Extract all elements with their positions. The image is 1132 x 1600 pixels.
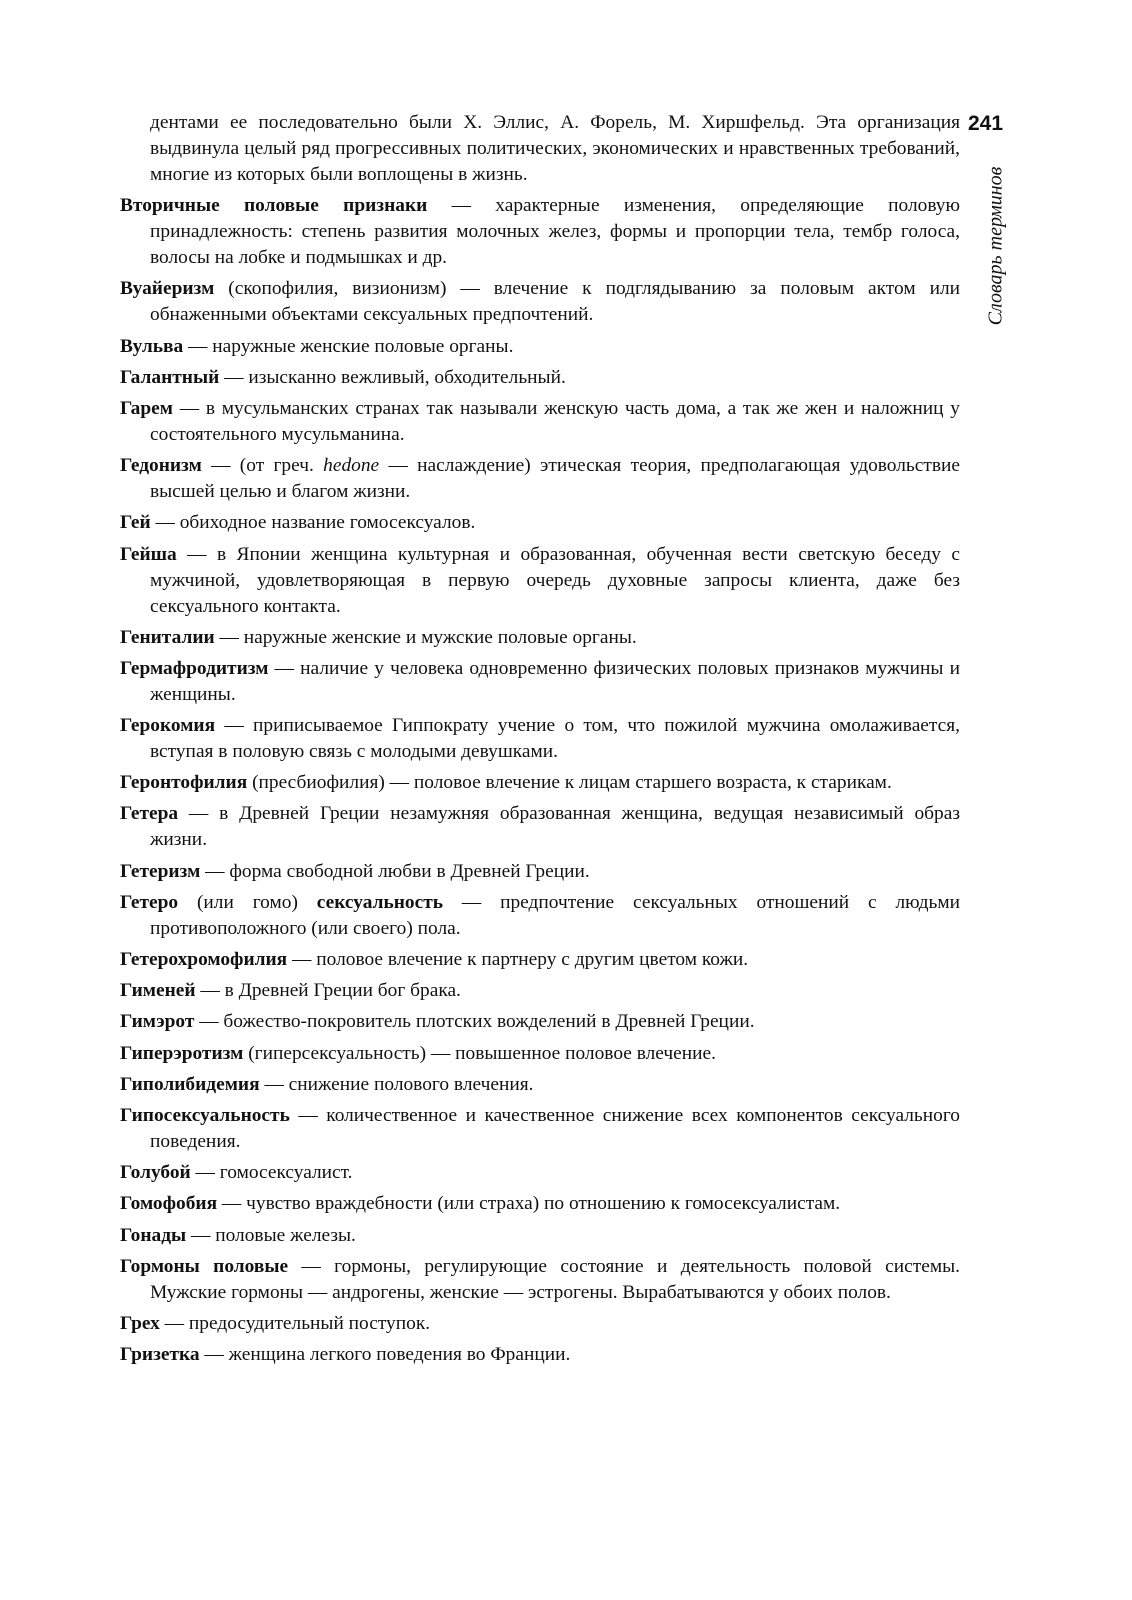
entry-definition: (пресбиофилия) — половое влечение к лицам старшего возраста, к старикам. bbox=[247, 772, 892, 794]
entry-term: Гедонизм bbox=[120, 455, 202, 477]
entry-term: Гарем bbox=[120, 397, 173, 419]
entry-term: Герокомия bbox=[120, 715, 216, 737]
entry-term: Гетера bbox=[120, 803, 179, 825]
entry-definition: — предосудительный поступок. bbox=[159, 1312, 431, 1334]
entry-definition: — половые железы. bbox=[186, 1224, 356, 1246]
entry-definition-middle: (или гомо) bbox=[178, 891, 317, 913]
entry-definition: — в Японии женщина культурная и образованная, обученная вести светскую беседу с мужчиной, удовлетворяющая в первую очередь духовные запросы клиента, даже без сексуального контакта. bbox=[150, 543, 960, 617]
glossary-entry bbox=[120, 193, 960, 271]
glossary-entry bbox=[120, 713, 960, 765]
entry-definition: — гомосексуалист. bbox=[190, 1162, 353, 1184]
entry-term: Гименей bbox=[120, 980, 196, 1002]
entry-definition: — половое влечение к партнеру с другим цветом кожи. bbox=[287, 949, 749, 970]
glossary-entry bbox=[120, 453, 960, 505]
entry-term: Голубой bbox=[120, 1162, 191, 1184]
entry-term: Геронтофилия bbox=[120, 772, 248, 794]
glossary-entry bbox=[120, 1009, 960, 1035]
glossary-entry bbox=[120, 625, 960, 651]
entry-term: Гиполибидемия bbox=[120, 1073, 260, 1095]
page-number: 241 bbox=[968, 112, 1004, 135]
entry-definition: — приписываемое Гиппократу учение о том, что пожилой мужчина омолаживается, вступая в половую связь с молодыми девушками. bbox=[150, 715, 960, 763]
entry-definition: — наружные женские половые органы. bbox=[183, 335, 514, 357]
entry-term: Гипосексуальность bbox=[120, 1104, 290, 1126]
entry-term: Гетерохромофилия bbox=[120, 949, 288, 970]
glossary-entry bbox=[120, 947, 960, 973]
glossary-entry bbox=[120, 1191, 960, 1217]
entry-definition: — предпочтение сексуальных отношений с людьми противоположного (или своего) пола. bbox=[150, 891, 960, 939]
glossary-entry bbox=[120, 770, 960, 796]
entry-term: Гомофобия bbox=[120, 1193, 218, 1215]
glossary-entry bbox=[120, 334, 960, 360]
glossary-entry bbox=[120, 1342, 960, 1368]
running-head: Словарь терминов bbox=[984, 166, 1007, 326]
entry-term: Гениталии bbox=[120, 626, 215, 648]
glossary-continuation bbox=[120, 110, 960, 188]
glossary-entry bbox=[120, 890, 960, 942]
glossary-entry bbox=[120, 656, 960, 708]
glossary-text bbox=[120, 110, 960, 1373]
entry-continuation-text: дентами ее последовательно были Х. Эллис, А. Форель, М. Хиршфельд. Эта организация выдвинула целый ряд прогрессивных политических, экономических и нравственных требований, многие из которых были воплощены в жизнь. bbox=[150, 112, 960, 185]
entry-term: Гей bbox=[120, 512, 151, 534]
entry-term: Вуайеризм bbox=[120, 278, 215, 300]
entry-italic-word: hedone bbox=[323, 455, 380, 477]
entry-definition: — гормоны, регулирующие состояние и деятельность половой системы. Мужские гормоны — андрогены, женские — эстрогены. Вырабатываются у обоих полов. bbox=[150, 1255, 960, 1303]
entry-definition: — женщина легкого поведения во Франции. bbox=[199, 1344, 571, 1366]
glossary-entry bbox=[120, 365, 960, 391]
glossary-entry bbox=[120, 1103, 960, 1155]
glossary-entry bbox=[120, 1160, 960, 1186]
entry-definition: — божество-покровитель плотских вожделений в Древней Греции. bbox=[194, 1011, 755, 1033]
entry-term: Гиперэротизм bbox=[120, 1042, 244, 1064]
glossary-entry bbox=[120, 276, 960, 328]
entry-term: Гормоны половые bbox=[120, 1255, 289, 1277]
entry-term: Гризетка bbox=[120, 1344, 200, 1366]
entry-definition: (гиперсексуальность) — повышенное половое влечение. bbox=[243, 1042, 716, 1064]
glossary-entry bbox=[120, 978, 960, 1004]
entry-definition: — изысканно вежливый, обходительный. bbox=[219, 366, 566, 388]
entry-term: Галантный bbox=[120, 366, 220, 388]
entry-definition: — обиходное название гомосексуалов. bbox=[150, 512, 476, 534]
entry-term-second: сексуальность bbox=[316, 891, 443, 913]
entry-term: Вульва bbox=[120, 335, 184, 357]
glossary-entry bbox=[120, 801, 960, 853]
entry-term: Гимэрот bbox=[120, 1011, 195, 1033]
glossary-entry bbox=[120, 542, 960, 620]
glossary-entry bbox=[120, 1072, 960, 1098]
entry-definition: — снижение полового влечения. bbox=[259, 1073, 534, 1095]
entry-definition: — форма свободной любви в Древней Греции. bbox=[200, 860, 590, 882]
glossary-entry bbox=[120, 1311, 960, 1337]
glossary-entry bbox=[120, 1254, 960, 1306]
glossary-entry bbox=[120, 1223, 960, 1249]
entry-definition: — наружные женские и мужские половые органы. bbox=[214, 626, 637, 648]
glossary-entry bbox=[120, 510, 960, 536]
entry-definition: — чувство враждебности (или страха) по отношению к гомосексуалистам. bbox=[217, 1193, 841, 1215]
entry-term: Гетеризм bbox=[120, 860, 201, 882]
glossary-entry bbox=[120, 1041, 960, 1067]
entry-definition: — характерные изменения, определяющие половую принадлежность: степень развития молочных желез, формы и пропорции тела, тембр голоса, волосы на лобке и подмышках и др. bbox=[150, 195, 960, 269]
entry-definition: — количественное и качественное снижение всех компонентов сексуального поведения. bbox=[150, 1104, 960, 1152]
entry-definition-before: — (от греч. bbox=[201, 455, 324, 477]
entry-term: Гетеро bbox=[120, 891, 179, 913]
glossary-entry bbox=[120, 396, 960, 448]
glossary-entry bbox=[120, 859, 960, 885]
entry-term: Гейша bbox=[120, 543, 177, 565]
entry-term: Гермафродитизм bbox=[120, 657, 269, 679]
entry-definition: — в мусульманских странах так называли женскую часть дома, а так же жен и наложниц у состоятельного мусульманина. bbox=[150, 397, 960, 445]
entry-definition: — в Древней Греции незамужняя образованная женщина, ведущая независимый образ жизни. bbox=[150, 803, 960, 851]
entry-definition: — наличие у человека одновременно физических половых признаков мужчины и женщины. bbox=[150, 657, 960, 705]
entry-definition-after: — наслаждение) этическая теория, предполагающая удовольствие высшей целью и благом жизни. bbox=[150, 455, 960, 503]
entry-term: Вторичные половые признаки bbox=[120, 195, 428, 217]
entry-term: Гонады bbox=[120, 1224, 187, 1246]
entry-definition: — в Древней Греции бог брака. bbox=[195, 980, 461, 1002]
entry-term: Грех bbox=[120, 1312, 160, 1334]
entry-definition: (скопофилия, визионизм) — влечение к подглядыванию за половым актом или обнаженными объектами сексуальных предпочтений. bbox=[150, 278, 960, 326]
